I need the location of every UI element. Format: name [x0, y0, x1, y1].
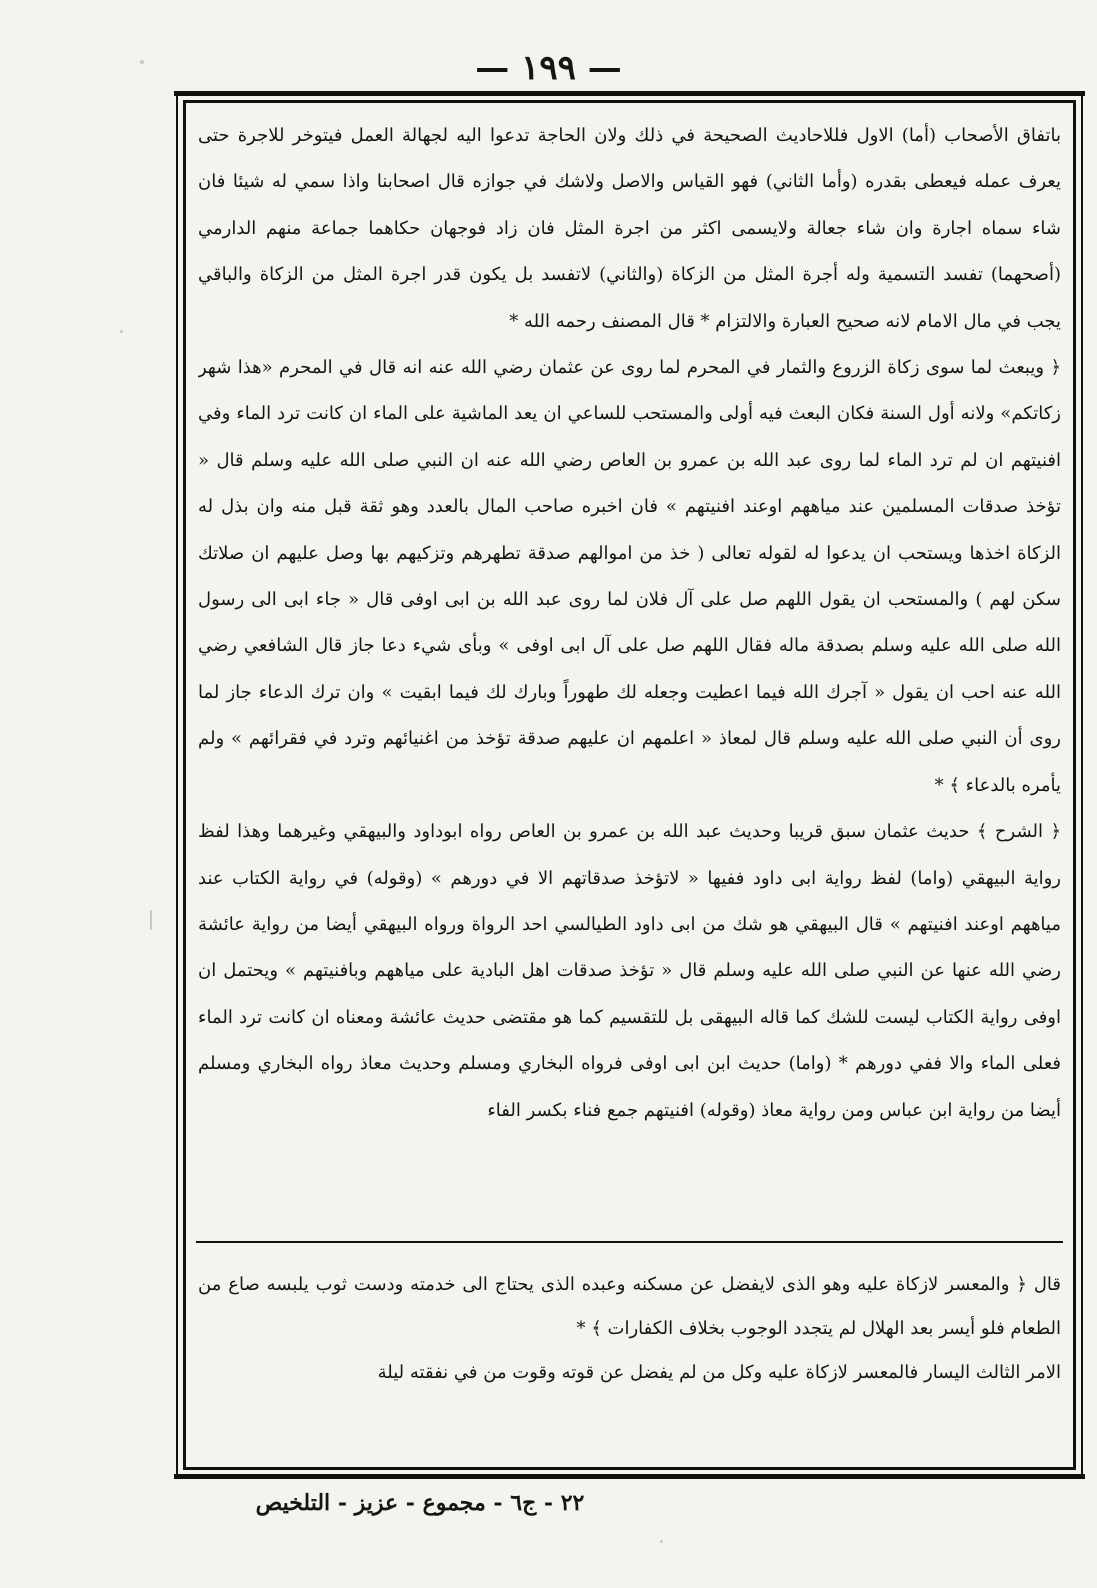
frame-bottom-rule: [174, 1474, 1085, 1479]
printer-signature: ٢٢ - ج٦ - مجموع - عزيز - التلخيص: [255, 1490, 585, 1516]
paragraph-commentary: ﴿ الشرح ﴾ حديث عثمان سبق قريبا وحديث عبد الله بن عمرو بن العاص رواه ابوداود والبيهقي وغيرهما وهذا لفظ رواية البيهقي (واما) لفظ رواية ابى داود ففيها « لاتؤخذ صدقاتهم الا في دورهم » (وقوله) في رواية الكتاب عند مياههم اوعند افنيتهم » قال البيهقي هو شك من ابى داود الطيالسي احد الرواة ورواه البيهقي أيضا من رواية عائشة رضي الله عنها عن النبي صلى الله عليه وسلم قال « تؤخذ صدقات اهل البادية على مياههم وبافنيتهم » ويحتمل ان اوفى رواية الكتاب ليست للشك كما قاله البيهقى بل للتقسيم كما هو مقتضى حديث عائشة ومعناه ان كانت ترد الماء فعلى الماء والا ففي دورهم * (واما) حديث ابن ابى اوفى فرواه البخاري ومسلم وحديث معاذ رواه البخاري ومسلم أيضا من رواية ابن عباس ومن رواية معاذ (وقوله) افنيتهم جمع فناء بكسر الفاء: [198, 821, 1061, 1121]
footnote-paragraph-third-matter: الامر الثالث اليسار فالمعسر لازكاة عليه وكل من لم يفضل عن قوته وقوت من في نفقته ليلة: [377, 1362, 1061, 1383]
paper-speck: [660, 1540, 663, 1543]
paragraph-zakat-collector-wages: باتفاق الأصحاب (أما) الاول فللاحاديث الصحيحة في ذلك ولان الحاجة تدعوا اليه لجهالة العمل فيتوخر للاجرة حتى يعرف عمله فيعطى بقدره (وأما الثاني) فهو القياس والاصل ولاشك في جوازه قال اصحابنا واذا سمي له شيئا فان شاء سماه اجارة وان شاء جعالة ولايسمى اكثر من اجرة المثل فان زاد فوجهان حكاهما جماعة منهم الدارمي (أصحهما) تفسد التسمية وله أجرة المثل من الزكاة (والثاني) لاتفسد بل يكون قدر اجرة المثل من الزكاة والباقي يجب في مال الامام لانه صحيح العبارة والالتزام * قال المصنف رحمه الله *: [198, 125, 1061, 332]
paragraph-sending-collector: ﴿ ويبعث لما سوى زكاة الزروع والثمار في المحرم لما روى عن عثمان رضي الله عنه انه قال في المحرم «هذا شهر زكاتكم» ولانه أول السنة فكان البعث فيه أولى والمستحب للساعي ان يعد الماشية على الماء ان كانت ترد الماء وفي افنيتهم ان لم ترد الماء لما روى عبد الله بن عمرو بن العاص رضي الله عنه ان النبي صلى الله عليه وسلم قال « تؤخذ صدقات المسلمين عند مياههم اوعند افنيتهم » فان اخبره صاحب المال بالعدد وهو ثقة قبل منه وان بذل له الزكاة اخذها ويستحب ان يدعوا له لقوله تعالى ( خذ من اموالهم صدقة تطهرهم وتزكيهم بها وصل عليهم ان صلاتك سكن لهم ) والمستحب ان يقول اللهم صل على آل فلان لما روى عبد الله بن ابى اوفى قال « جاء ابى الى رسول الله صلى الله عليه وسلم بصدقة ماله فقال اللهم صل على آل ابى اوفى » وبأى شيء دعا جاز قال الشافعي رضي الله عنه احب ان يقول « آجرك الله فيما اعطيت وجعله لك طهوراً وبارك لك فيما ابقيت » وان ترك الدعاء جاز لما روى أن النبي صلى الله عليه وسلم قال لمعاذ « اعلمهم ان عليهم صدقة تؤخذ من اغنيائهم وترد في فقرائهم » ولم يأمره بالدعاء ﴾ *: [198, 357, 1061, 796]
footnote-text-block: [198, 1263, 1061, 1463]
footnote-separator: [196, 1241, 1063, 1243]
page-number: — ١٩٩ —: [475, 48, 622, 88]
paper-speck: [120, 330, 123, 333]
paper-speck: [150, 910, 152, 930]
frame-top-rule: [174, 91, 1085, 96]
paper-speck: [140, 60, 144, 64]
footnote-paragraph-insolvent: قال ﴿ والمعسر لازكاة عليه وهو الذى لايفضل عن مسكنه وعبده الذى يحتاج الى خدمته ودست ثوب يلبسه صاع من الطعام فلو أيسر بعد الهلال لم يتجدد الوجوب بخلاف الكفارات ﴾ *: [198, 1274, 1061, 1339]
main-text-block: [198, 113, 1061, 1233]
page-frame: [183, 100, 1076, 1470]
